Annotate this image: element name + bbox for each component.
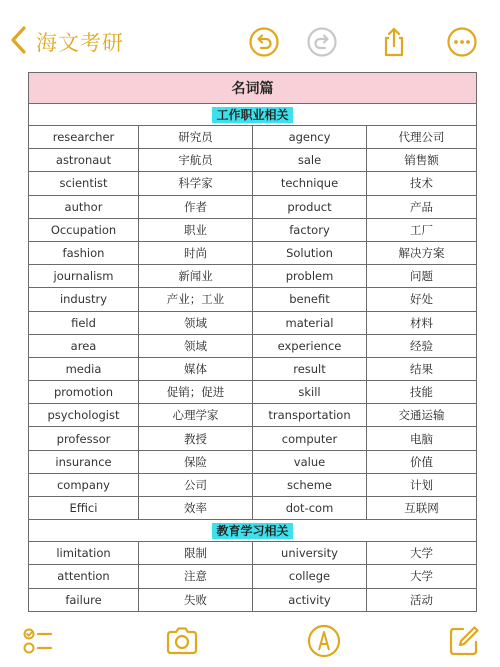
table-row — [29, 427, 477, 450]
section-label: 工作职业相关 — [212, 107, 292, 123]
markup-pen-icon — [306, 623, 342, 659]
bottom-toolbar — [0, 615, 500, 667]
table-title[interactable]: 名词篇 — [29, 73, 477, 104]
redo-icon — [306, 26, 338, 58]
english-word-cell[interactable]: scheme — [253, 473, 367, 496]
english-word-cell[interactable]: author — [29, 195, 139, 218]
english-word-cell[interactable]: computer — [253, 427, 367, 450]
english-word-cell[interactable]: sale — [253, 149, 367, 172]
english-word-cell[interactable]: astronaut — [29, 149, 139, 172]
english-word-cell[interactable]: product — [253, 195, 367, 218]
english-word-cell[interactable]: activity — [253, 588, 367, 611]
english-word-cell[interactable]: skill — [253, 381, 367, 404]
chinese-meaning-cell[interactable]: 电脑 — [367, 427, 477, 450]
chinese-meaning-cell[interactable]: 失败 — [139, 588, 253, 611]
english-word-cell[interactable]: Occupation — [29, 218, 139, 241]
table-row — [29, 450, 477, 473]
table-row — [29, 311, 477, 334]
chinese-meaning-cell[interactable]: 领域 — [139, 334, 253, 357]
english-word-cell[interactable]: dot-com — [253, 497, 367, 520]
table-row — [29, 241, 477, 264]
note-table-container — [28, 72, 476, 612]
chinese-meaning-cell[interactable]: 时尚 — [139, 241, 253, 264]
chinese-meaning-cell[interactable]: 产业；工业 — [139, 288, 253, 311]
chinese-meaning-cell[interactable]: 职业 — [139, 218, 253, 241]
table-row — [29, 588, 477, 611]
back-button[interactable] — [8, 24, 124, 60]
table-row — [29, 381, 477, 404]
english-word-cell[interactable]: attention — [29, 565, 139, 588]
chinese-meaning-cell[interactable]: 媒体 — [139, 357, 253, 380]
section-label: 教育学习相关 — [212, 523, 292, 539]
share-icon — [378, 26, 410, 58]
undo-button[interactable] — [248, 26, 280, 58]
english-word-cell[interactable]: scientist — [29, 172, 139, 195]
compose-button[interactable] — [446, 623, 482, 659]
more-icon — [446, 26, 478, 58]
english-word-cell[interactable]: factory — [253, 218, 367, 241]
chinese-meaning-cell[interactable]: 好处 — [367, 288, 477, 311]
checklist-icon — [20, 623, 56, 659]
table-row — [29, 126, 477, 149]
chinese-meaning-cell[interactable]: 销售额 — [367, 149, 477, 172]
english-word-cell[interactable]: fashion — [29, 241, 139, 264]
table-row — [29, 565, 477, 588]
english-word-cell[interactable]: experience — [253, 334, 367, 357]
chinese-meaning-cell[interactable]: 计划 — [367, 473, 477, 496]
chinese-meaning-cell[interactable]: 活动 — [367, 588, 477, 611]
redo-button[interactable] — [306, 26, 338, 58]
top-toolbar — [0, 0, 500, 70]
chinese-meaning-cell[interactable]: 大学 — [367, 565, 477, 588]
english-word-cell[interactable]: Solution — [253, 241, 367, 264]
chinese-meaning-cell[interactable]: 限制 — [139, 542, 253, 565]
checklist-button[interactable] — [20, 623, 56, 659]
english-word-cell[interactable]: media — [29, 357, 139, 380]
chinese-meaning-cell[interactable]: 宇航员 — [139, 149, 253, 172]
chinese-meaning-cell[interactable]: 注意 — [139, 565, 253, 588]
chinese-meaning-cell[interactable]: 经验 — [367, 334, 477, 357]
table-row — [29, 497, 477, 520]
table-row — [29, 334, 477, 357]
chinese-meaning-cell[interactable]: 教授 — [139, 427, 253, 450]
chinese-meaning-cell[interactable]: 领域 — [139, 311, 253, 334]
table-row — [29, 218, 477, 241]
table-row — [29, 473, 477, 496]
chinese-meaning-cell[interactable]: 技能 — [367, 381, 477, 404]
chinese-meaning-cell[interactable]: 促销；促进 — [139, 381, 253, 404]
english-word-cell[interactable]: technique — [253, 172, 367, 195]
chinese-meaning-cell[interactable]: 工厂 — [367, 218, 477, 241]
chinese-meaning-cell[interactable]: 心理学家 — [139, 404, 253, 427]
english-word-cell[interactable]: material — [253, 311, 367, 334]
table-title-row — [29, 73, 477, 104]
english-word-cell[interactable]: psychologist — [29, 404, 139, 427]
compose-icon — [446, 623, 482, 659]
chinese-meaning-cell[interactable]: 公司 — [139, 473, 253, 496]
english-word-cell[interactable]: journalism — [29, 265, 139, 288]
chevron-left-icon — [8, 25, 30, 59]
chinese-meaning-cell[interactable]: 结果 — [367, 357, 477, 380]
table-row — [29, 542, 477, 565]
english-word-cell[interactable]: researcher — [29, 126, 139, 149]
chinese-meaning-cell[interactable]: 技术 — [367, 172, 477, 195]
table-row — [29, 357, 477, 380]
english-word-cell[interactable]: company — [29, 473, 139, 496]
undo-icon — [248, 26, 280, 58]
share-button[interactable] — [378, 26, 410, 58]
more-button[interactable] — [446, 26, 478, 58]
chinese-meaning-cell[interactable]: 新闻业 — [139, 265, 253, 288]
section-header-row — [29, 104, 477, 126]
english-word-cell[interactable]: agency — [253, 126, 367, 149]
chinese-meaning-cell[interactable]: 研究员 — [139, 126, 253, 149]
english-word-cell[interactable]: benefit — [253, 288, 367, 311]
chinese-meaning-cell[interactable]: 材料 — [367, 311, 477, 334]
table-row — [29, 265, 477, 288]
chinese-meaning-cell[interactable]: 解决方案 — [367, 241, 477, 264]
table-row — [29, 149, 477, 172]
back-label: 海文考研 — [36, 31, 124, 55]
chinese-meaning-cell[interactable]: 产品 — [367, 195, 477, 218]
english-word-cell[interactable]: limitation — [29, 542, 139, 565]
english-word-cell[interactable]: result — [253, 357, 367, 380]
table-row — [29, 195, 477, 218]
chinese-meaning-cell[interactable]: 互联网 — [367, 497, 477, 520]
chinese-meaning-cell[interactable]: 科学家 — [139, 172, 253, 195]
english-word-cell[interactable]: Effici — [29, 497, 139, 520]
section-header-cell[interactable] — [29, 520, 477, 542]
camera-button[interactable] — [164, 623, 200, 659]
chinese-meaning-cell[interactable]: 大学 — [367, 542, 477, 565]
vocab-table — [28, 72, 477, 612]
english-word-cell[interactable]: failure — [29, 588, 139, 611]
table-row — [29, 404, 477, 427]
english-word-cell[interactable]: area — [29, 334, 139, 357]
english-word-cell[interactable]: field — [29, 311, 139, 334]
english-word-cell[interactable]: insurance — [29, 450, 139, 473]
table-row — [29, 288, 477, 311]
chinese-meaning-cell[interactable]: 保险 — [139, 450, 253, 473]
english-word-cell[interactable]: professor — [29, 427, 139, 450]
chinese-meaning-cell[interactable]: 效率 — [139, 497, 253, 520]
chinese-meaning-cell[interactable]: 问题 — [367, 265, 477, 288]
section-header-cell[interactable] — [29, 104, 477, 126]
chinese-meaning-cell[interactable]: 代理公司 — [367, 126, 477, 149]
english-word-cell[interactable]: value — [253, 450, 367, 473]
section-header-row — [29, 520, 477, 542]
camera-icon — [164, 623, 200, 659]
chinese-meaning-cell[interactable]: 作者 — [139, 195, 253, 218]
english-word-cell[interactable]: transportation — [253, 404, 367, 427]
english-word-cell[interactable]: promotion — [29, 381, 139, 404]
english-word-cell[interactable]: college — [253, 565, 367, 588]
chinese-meaning-cell[interactable]: 价值 — [367, 450, 477, 473]
chinese-meaning-cell[interactable]: 交通运输 — [367, 404, 477, 427]
table-row — [29, 172, 477, 195]
english-word-cell[interactable]: problem — [253, 265, 367, 288]
english-word-cell[interactable]: university — [253, 542, 367, 565]
markup-button[interactable] — [306, 623, 342, 659]
english-word-cell[interactable]: industry — [29, 288, 139, 311]
